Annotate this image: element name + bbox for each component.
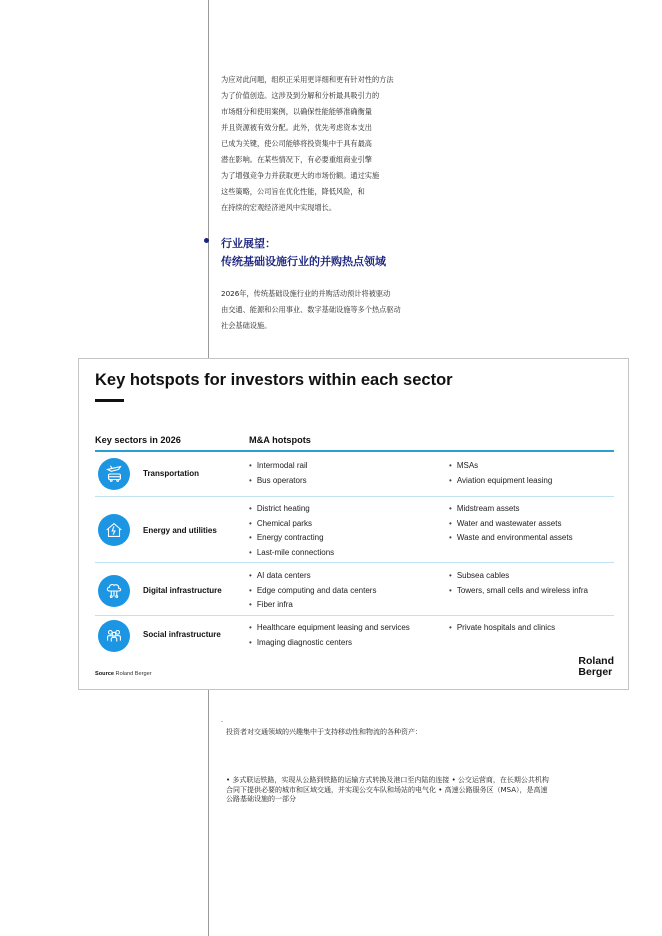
transport-intro-line: 投资者对交通领域的兴趣集中于支持移动性和物流的各种资产： — [226, 728, 422, 736]
tick-mark: - — [221, 718, 224, 725]
column-header-sectors: Key sectors in 2026 — [95, 435, 181, 445]
hotspot-list-left — [249, 459, 308, 488]
cloud-network-icon — [98, 575, 130, 607]
hotspot-list-right — [449, 459, 552, 488]
sector-name: Energy and utilities — [143, 526, 217, 535]
hotspot-item: • Imaging diagnostic centers — [249, 636, 410, 651]
hotspot-list-right — [449, 502, 573, 546]
hotspot-item: • Bus operators — [249, 474, 308, 489]
hotspot-item: • Private hospitals and clinics — [449, 621, 555, 636]
hotspot-item: • Edge computing and data centers — [249, 584, 376, 599]
hotspot-list-left — [249, 569, 376, 613]
intro-line: 为了增强竞争力并获取更大的市场份额。通过实施 — [221, 171, 380, 180]
intro-line: 潜在影响。在某些情况下，有必要重组商业引擎 — [221, 155, 372, 164]
hotspot-item: • Healthcare equipment leasing and services — [249, 621, 410, 636]
sector-name: Social infrastructure — [143, 630, 221, 639]
sector-row-social — [95, 616, 614, 656]
hotspot-item: • Last-mile connections — [249, 546, 334, 561]
transport-bullet-line: • 多式联运铁路，实现从公路到铁路的运输方式转换及港口至内陆的连接 • 公交运营商，在长期公共机构 — [226, 776, 549, 784]
intro-line: 在持续的宏观经济逆风中实现增长。 — [221, 203, 337, 212]
hotspot-list-left — [249, 621, 410, 650]
hotspot-item: • Subsea cables — [449, 569, 588, 584]
transport-bullets — [226, 776, 549, 805]
sector-name: Digital infrastructure — [143, 586, 222, 595]
intro-line: 市场细分和使用案例，以确保性能能够准确衡量 — [221, 107, 372, 116]
sector-row-energy — [95, 497, 614, 562]
source-value: Roland Berger — [115, 671, 152, 677]
source-label: Source — [95, 671, 114, 677]
figure-title: Key hotspots for investors within each sector — [95, 371, 453, 389]
source-note — [95, 671, 152, 677]
hotspot-item: • Waste and environmental assets — [449, 531, 573, 546]
section-bullet — [204, 238, 209, 243]
transport-bullet-line: 公路基础设施的一部分 — [226, 795, 296, 803]
section-line: 2026年，传统基础设施行业的并购活动预计将被驱动 — [221, 289, 391, 298]
transport-bullet-line: 合同下提供必要的城市和区域交通，并实现公交车队和场站的电气化 • 高速公路服务区（MSA），是高速 — [226, 785, 548, 794]
hotspots-figure — [78, 358, 629, 690]
intro-line: 为了价值创造。这涉及到分解和分析最具吸引力的 — [221, 91, 380, 100]
title-underline — [95, 399, 124, 402]
hotspot-list-right — [449, 621, 555, 636]
hotspot-item: • District heating — [249, 502, 334, 517]
roland-berger-logo — [578, 656, 614, 677]
hotspot-item: • Intermodal rail — [249, 459, 308, 474]
logo-line1: Roland — [578, 655, 614, 667]
transport-intro — [226, 728, 422, 738]
sector-name: Transportation — [143, 469, 200, 478]
hotspot-item: • Energy contracting — [249, 531, 334, 546]
hotspot-list-left — [249, 502, 334, 560]
section-line: 由交通、能源和公用事业、数字基础设施等多个热点驱动 — [221, 305, 401, 314]
hotspot-item: • Midstream assets — [449, 502, 573, 517]
sector-row-digital — [95, 563, 614, 615]
section-heading-line1: 行业展望： — [221, 237, 276, 250]
hotspot-item: • Aviation equipment leasing — [449, 474, 552, 489]
plane-bus-icon — [98, 458, 130, 490]
section-heading-line2: 传统基础设施行业的并购热点领域 — [221, 255, 386, 268]
intro-paragraph — [221, 72, 394, 216]
hotspot-item: • AI data centers — [249, 569, 376, 584]
hotspot-item: • Towers, small cells and wireless infra — [449, 584, 588, 599]
people-icon — [98, 620, 130, 652]
hotspot-item: • Chemical parks — [249, 517, 334, 532]
energy-house-icon — [98, 514, 130, 546]
intro-line: 这些策略，公司旨在优化性能，降低风险，和 — [221, 187, 365, 196]
section-paragraph — [221, 286, 401, 334]
column-header-hotspots: M&A hotspots — [249, 435, 311, 445]
sector-row-transportation — [95, 452, 614, 496]
hotspot-list-right — [449, 569, 588, 598]
section-heading — [221, 235, 386, 271]
section-line: 社会基础设施。 — [221, 321, 272, 330]
intro-line: 并且资源被有效分配。此外，优先考虑资本支出 — [221, 123, 372, 132]
intro-line: 为应对此问题，组织正采用更详细和更有针对性的方法 — [221, 75, 394, 84]
hotspot-item: • Fiber infra — [249, 598, 376, 613]
hotspot-item: • MSAs — [449, 459, 552, 474]
logo-line2: Berger — [578, 665, 613, 678]
intro-line: 已成为关键，使公司能够将投资集中于具有最高 — [221, 139, 372, 148]
hotspot-item: • Water and wastewater assets — [449, 517, 573, 532]
